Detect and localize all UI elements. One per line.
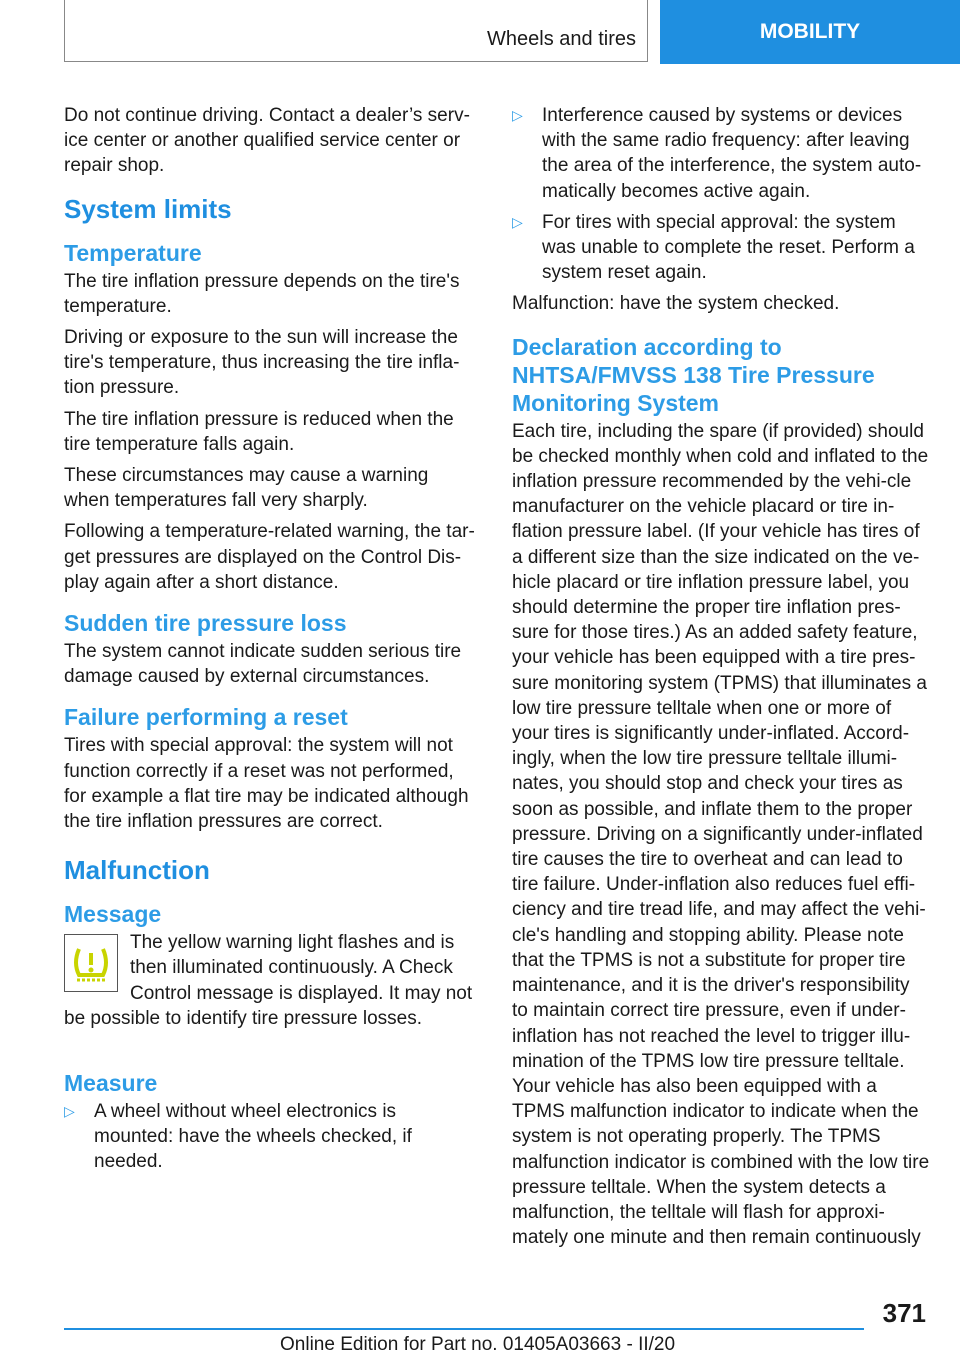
section-title: Wheels and tires: [487, 28, 636, 50]
right-column: [512, 103, 930, 1256]
heading-temperature: Temperature: [64, 239, 202, 266]
left-column: [64, 103, 476, 1181]
chapter-tab: MOBILITY: [660, 0, 960, 64]
paragraph: The system cannot indicate sudden serious tire damage caused by external circumstances.: [64, 641, 462, 688]
paragraph: The yellow warning light flashes and is then illuminated continuously. A Check Control message is displayed. It may not be possible to identify tire pressure losses.: [64, 932, 473, 1029]
triangle-bullet-icon: ▷: [64, 1103, 75, 1120]
measure-list: [64, 1099, 476, 1175]
cause-list: [512, 103, 930, 285]
paragraph: Tires with special approval: the system will not function correctly if a reset was not performed, for example a flat tire may be indicated although the tire inflation pressures are correct.: [64, 735, 469, 833]
list-item: ▷ A wheel without wheel electronics is mounted: have the wheels checked, if needed.: [64, 1101, 412, 1173]
heading-malfunction: Malfunction: [64, 855, 210, 886]
declaration-body: Each tire, including the spare (if provided) should be checked monthly when cold and inflated to the inflation pressure recommended by the vehi‐cle manufacturer on the vehicle placard or tire in‐flation pressure label. (If your vehicle has tires of a different size than the size indicated on the ve‐hicle placard or tire inflation pressure label, you should determine the proper tire inflation pres‐sure for those tires.) As an added safety feature, your vehicle has been equipped with a tire pres‐sure monitoring system (TPMS) that illuminates a low tire pressure telltale when one or more of your tires is significantly under-inflated. Accord‐ingly, when the low tire pressure telltale illumi‐nates, you should stop and check your tires as soon as possible, and inflate them to the proper pressure. Driving on a significantly under-inflated tire causes the tire to overheat and can lead to tire failure. Under-inflation also reduces fuel effi‐ciency and tire tread life, and may affect the vehi‐cle's handling and stopping ability. Please note that the TPMS is not a substitute for proper tire maintenance, and it is the driver's responsibility to maintain correct tire pressure, even if under-inflation has not reached the level to trigger illu‐mination of the TPMS low tire pressure telltale. Your vehicle has also been equipped with a TPMS malfunction indicator to indicate when the system is not operating properly. The TPMS malfunction indicator is combined with the low tire pressure telltale. When the system detects a malfunction, the telltale will flash for approxi‐mately one minute and then remain continuously: [512, 420, 930, 1249]
heading-message: Message: [64, 901, 162, 928]
heading-measure: Measure: [64, 1070, 158, 1097]
list-item: ▷ For tires with special approval: the system was unable to complete the reset. Perform a system reset again.: [512, 211, 915, 284]
triangle-bullet-icon: ▷: [512, 213, 523, 230]
paragraph: Malfunction: have the system checked.: [512, 293, 840, 315]
list-item: ▷ Interference caused by systems or devices with the same radio frequency: after leaving the area of the interference, the system auto‐matically becomes active again.: [512, 105, 922, 202]
paragraph: The tire inflation pressure depends on the tire's temperature.: [64, 270, 460, 317]
message-block: [64, 930, 476, 1037]
heading-failure-reset: Failure performing a reset: [64, 704, 348, 731]
page-number: 371: [882, 1298, 926, 1328]
heading-system-limits: System limits: [64, 193, 232, 224]
tire-pressure-warning-icon: [64, 934, 118, 992]
footer-edition: Online Edition for Part no. 01405A03663 - II/20: [280, 1334, 676, 1355]
heading-declaration: Declaration according to NHTSA/FMVSS 138 Tire Pressure Monitoring System: [512, 333, 875, 416]
paragraph: The tire inflation pressure is reduced when the tire temperature falls again.: [64, 408, 454, 455]
paragraph: Following a temperature-related warning, the tar‐get pressures are displayed on the Control Dis‐play again after a short distance.: [64, 521, 475, 593]
heading-sudden-loss: Sudden tire pressure loss: [64, 610, 347, 637]
intro-text: Do not continue driving. Contact a dealer’s serv‐ice center or another qualified service center or repair shop.: [64, 105, 470, 177]
paragraph: These circumstances may cause a warning when temperatures fall very sharply.: [64, 465, 429, 512]
footer-divider: [64, 1328, 864, 1330]
triangle-bullet-icon: ▷: [512, 107, 523, 123]
paragraph: Driving or exposure to the sun will increase the tire's temperature, thus increasing the tire infla‐tion pressure.: [64, 327, 460, 399]
